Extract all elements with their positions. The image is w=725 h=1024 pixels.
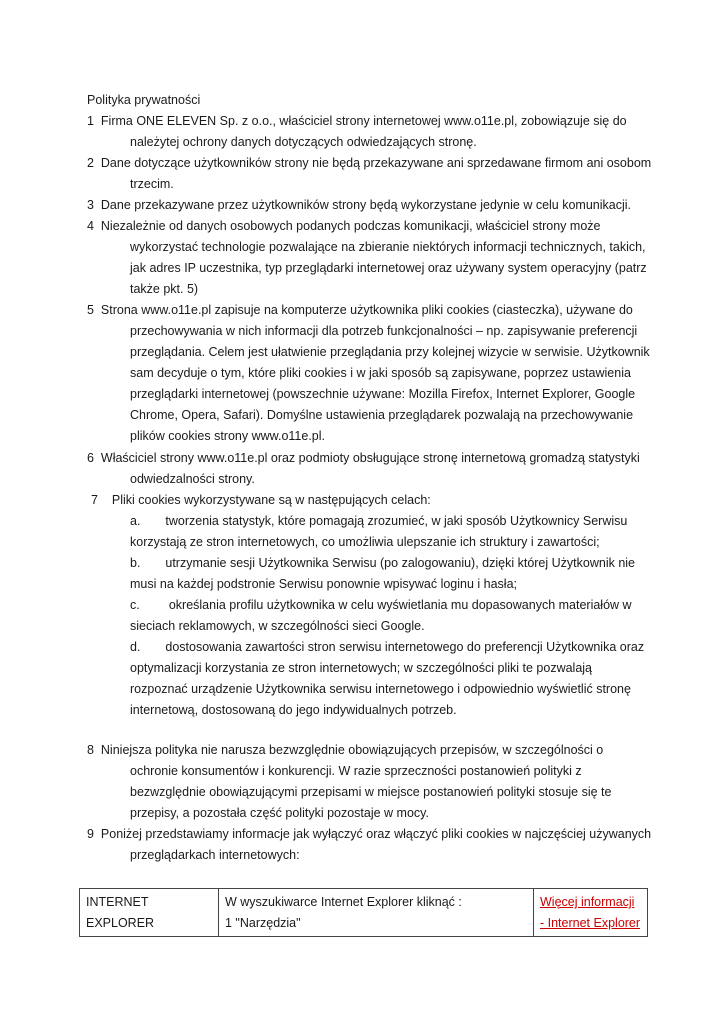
item-text: Właściciel strony www.o11e.pl oraz podmioty obsługujące stronę internetową gromadzą statystyki (100, 451, 640, 465)
subitem-label: a. (130, 514, 141, 528)
subitem-text: dostosowania zawartości stron serwisu internetowego do preferencji Użytkownika oraz optymalizacji korzystania ze stron internetowych; w szczególności pliki te pozwalają rozpoznać urządzenie Użytkownika serwisu internetowego i odpowiednio wyświetlić stronę internetową, dostosowaną do jego indywidualnych potrzeb. (130, 640, 645, 717)
item-text: Dane przekazywane przez użytkowników strony będą wykorzystane jedynie w celu komunikacji. (100, 198, 632, 212)
item-continuation: przechowywania w nich informacji dla potrzeb funkcjonalności – np. zapisywanie preferencji przeglądania. Celem jest ułatwienie przeglądania przy kolejnej wizycie w serwisie. Użytkownik sam decyduje o tym, które pliki cookies i w jaki sposób są zapisywane, poprzez ustawienia przeglądarki internetowej (powszechnie używane: Mozilla Firefox, Internet Explorer, Google Chrome, Opera, Safari). Domyślne ustawienia przeglądarek pozwalają na przechowywanie plików cookies strony www.o11e.pl. (130, 324, 650, 443)
item-number: 6 (87, 451, 94, 465)
item-number: 8 (87, 743, 94, 757)
subitem-label: d. (130, 640, 141, 654)
item-text: Strona www.o11e.pl zapisuje na komputerze użytkownika pliki cookies (ciasteczka), używane do (100, 303, 633, 317)
policy-item-9 (87, 824, 667, 866)
more-info-link[interactable]: Więcej informacji - Internet Explorer (540, 895, 641, 930)
policy-item-4 (87, 216, 657, 300)
policy-item-2 (87, 153, 657, 195)
item-continuation: odwiedzalności strony. (130, 472, 255, 486)
item-text: Niezależnie od danych osobowych podanych podczas komunikacji, właściciel strony może (100, 219, 601, 233)
item-text: Pliki cookies wykorzystywane są w następujących celach: (111, 493, 431, 507)
item-number: 7 (91, 493, 98, 507)
item-text: Firma ONE ELEVEN Sp. z o.o., właściciel strony internetowej www.o11e.pl, zobowiązuje się do (100, 114, 627, 128)
item-text: Dane dotyczące użytkowników strony nie będą przekazywane ani sprzedawane firmom ani osobom (100, 156, 652, 170)
subitem-text: utrzymanie sesji Użytkownika Serwisu (po zalogowaniu), dzięki której Użytkownik nie musi na każdej podstronie Serwisu ponownie wpisywać loginu i hasła; (130, 556, 635, 591)
item-number: 5 (87, 303, 94, 317)
item-number: 4 (87, 219, 94, 233)
subitem-label: c. (130, 598, 140, 612)
instructions-title: W wyszukiwarce Internet Explorer kliknąć : (225, 895, 462, 909)
item-number: 3 (87, 198, 94, 212)
item-continuation: ochronie konsumentów i konkurencji. W razie sprzeczności postanowień polityki z bezwzględnie obowiązującymi przepisami w miejsce postanowień polityki stosuje się te przepisy, a pozostała część polityki pozostaje w mocy. (130, 764, 612, 820)
browser-name-cell: INTERNET EXPLORER (80, 889, 219, 937)
table-row (80, 889, 648, 937)
subitem-a (130, 511, 650, 553)
item-text: Poniżej przedstawiamy informacje jak wyłączyć oraz włączyć pliki cookies w najczęściej używanych (100, 827, 652, 841)
policy-item-7 (91, 490, 661, 511)
item-number: 2 (87, 156, 94, 170)
browser-instructions-table (79, 888, 648, 937)
item-number: 9 (87, 827, 94, 841)
item-number: 1 (87, 114, 94, 128)
item-continuation: przeglądarkach internetowych: (130, 848, 300, 862)
subitem-text: tworzenia statystyk, które pomagają zrozumieć, w jaki sposób Użytkownicy Serwisu korzystają ze stron internetowych, co umożliwia ulepszanie ich struktury i zawartości; (130, 514, 628, 549)
subitem-text: określania profilu użytkownika w celu wyświetlania mu dopasowanych materiałów w sieciach reklamowych, w szczególności sieci Google. (130, 598, 632, 633)
instructions-cell (219, 889, 534, 937)
item-continuation: wykorzystać technologie pozwalające na zbieranie niektórych informacji technicznych, takich, jak adres IP uczestnika, typ przeglądarki internetowej oraz używany system operacyjny (patrz także pkt. 5) (130, 240, 647, 296)
item-continuation: należytej ochrony danych dotyczących odwiedzających stronę. (130, 135, 477, 149)
instructions-step: 1 "Narzędzia" (225, 916, 301, 930)
subitem-label: b. (130, 556, 141, 570)
policy-item-6 (87, 448, 657, 490)
policy-item-8 (87, 740, 657, 824)
link-cell (534, 889, 648, 937)
policy-item-3 (87, 195, 657, 216)
subitem-d (130, 637, 650, 721)
subitem-b (130, 553, 650, 595)
subitem-c (130, 595, 650, 637)
item-continuation: trzecim. (130, 177, 174, 191)
policy-item-1 (87, 111, 657, 153)
item-text: Niniejsza polityka nie narusza bezwzględnie obowiązujących przepisów, w szczególności o (100, 743, 604, 757)
document-title: Polityka prywatności (87, 93, 201, 107)
policy-item-5 (87, 300, 657, 447)
